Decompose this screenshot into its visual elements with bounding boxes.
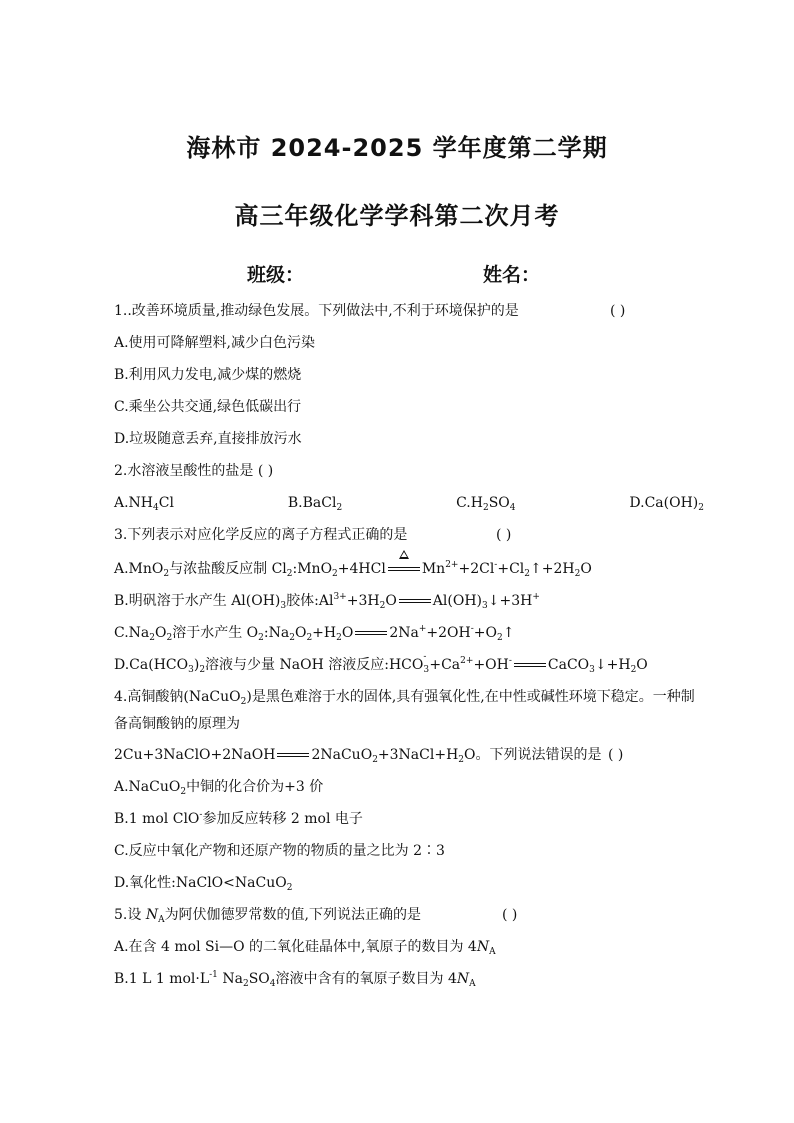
name-label: 姓名： <box>483 264 541 286</box>
answer-blank: ( ) <box>610 303 626 319</box>
equals-sign <box>276 748 310 762</box>
question-2-option-c: $C.H_2SO_4$ <box>456 495 516 513</box>
equals-sign <box>398 594 432 608</box>
question-4-option-a: A.NaCuO$_2$中铜的化合价为+3 价 <box>114 779 324 797</box>
answer-blank: ( ) <box>608 747 624 763</box>
heating-triangle-icon <box>399 550 409 559</box>
question-1-option-a: A.使用可降解塑料,减少白色污染 <box>114 335 316 351</box>
question-2-option-a: $A.NH_4Cl$ <box>114 495 174 513</box>
question-3-option-c: $C.Na_2O_2$溶于水产生 $O_2:Na_2O_2+H_2O$ $2Na^++2OH^-+O_2↑$ <box>114 624 515 643</box>
question-4-stem: 4.高铜酸钠(NaCuO$_2$)是黑色难溶于水的固体,具有强氧化性,在中性或碱性环境下稳定。一种制备高铜酸钠的原理为 <box>114 689 695 732</box>
question-1-stem: 1..改善环境质量,推动绿色发展。下列做法中,不利于环境保护的是 ( ) <box>114 299 704 331</box>
question-3-stem: 3.下列表示对应化学反应的离子方程式正确的是 ( ) <box>114 523 704 557</box>
question-1-option-b: B.利用风力发电,减少煤的燃烧 <box>114 367 302 383</box>
question-2-option-b: B.BaCl$_2$ <box>287 495 343 513</box>
question-5-option-b: B.1 L 1 $mol\cdot L^{-1}$ $Na_2SO_4$溶液中含有的氧原子数目为 $4N_A$ <box>114 970 476 989</box>
exam-title-line1: 海林市 2024-2025 学年度第二学期 <box>186 134 608 162</box>
question-5-option-a: A.在含 4 mol Si—O 的二氧化硅晶体中,氧原子的数目为 $4N_A$ <box>114 939 496 957</box>
equals-sign <box>354 626 388 640</box>
equals-sign <box>513 658 547 672</box>
question-4-option-d: D.氧化性:NaClO<NaCuO$_2$ <box>114 875 293 893</box>
class-label: 班级： <box>247 264 305 286</box>
answer-blank: ( ) <box>257 463 274 479</box>
heating-equals-sign <box>387 562 421 576</box>
question-4-option-b: B.1 mol ClO-参加反应转移 2 mol 电子 <box>114 810 363 827</box>
question-2-options <box>114 491 704 523</box>
question-3-option-b: B.明矾溶于水产生 $Al(OH)_3$胶体$:Al^{3+}+3H_2O$ $Al(OH)_3↓+3H^+$ <box>114 592 540 611</box>
question-2-option-d: $D.Ca(OH)_2$ <box>629 495 704 513</box>
question-4-equation: 2Cu+3NaClO+2NaOH $2NaCuO_2+3NaCl+H_2O$。下列说法错误的是 ( ) <box>114 743 704 775</box>
question-3-option-d: $D.Ca(HCO_3)_2$溶液与少量 NaOH 溶液反应:HCO - 3 $+Ca^{2+}+OH^-$ $CaCO_3↓+H_2O$ <box>114 652 648 675</box>
question-list <box>114 299 704 999</box>
answer-blank: ( ) <box>496 527 512 543</box>
answer-blank: ( ) <box>502 907 518 923</box>
exam-title-line2: 高三年级化学学科第二次月考 <box>234 202 560 230</box>
question-1-option-d: D.垃圾随意丢弃,直接排放污水 <box>114 431 302 447</box>
question-5-stem: 5.设 $N_A$为阿伏伽德罗常数的值,下列说法正确的是 ( ) <box>114 903 704 935</box>
question-2-stem: 2.水溶液呈酸性的盐是 ( ) <box>114 463 274 479</box>
question-3-option-a: A.MnO$_2$与浓盐酸反应制 $Cl_2:MnO_2+4HCl$ $Mn^{2+}+2Cl^-+Cl_2↑+2H_2O$ <box>114 557 704 589</box>
question-4-option-c: C.反应中氧化产物和还原产物的物质的量之比为 2∶3 <box>114 843 445 859</box>
question-1-option-c: C.乘坐公共交通,绿色低碳出行 <box>114 399 302 415</box>
